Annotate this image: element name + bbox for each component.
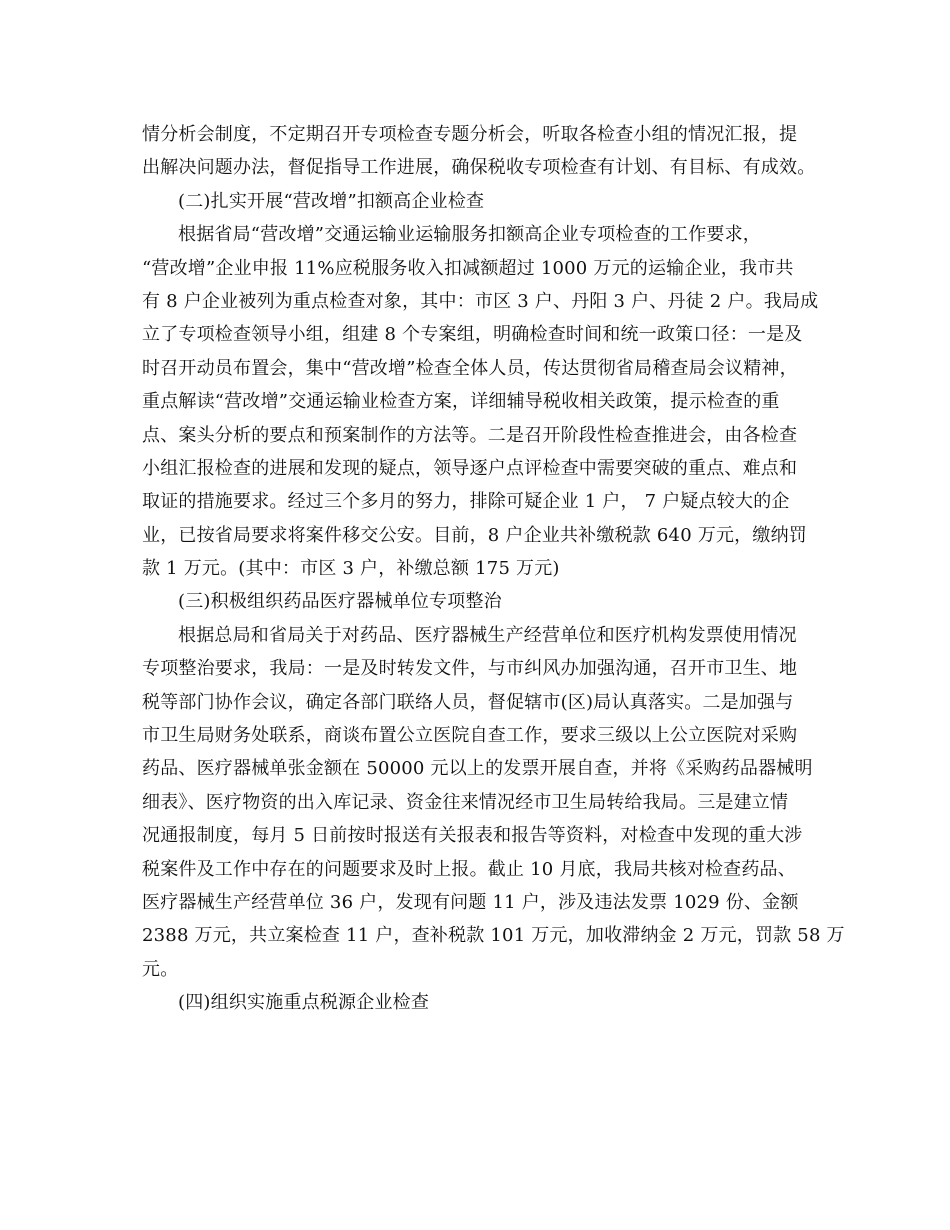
section-heading: (二)扎实开展“营改增”扣额高企业检查 xyxy=(178,190,485,212)
body-line: “营改增”企业申报 11%应税服务收入扣减额超过 1000 万元的运输企业，我市共 xyxy=(142,257,794,279)
body-line: 细表》、医疗物资的出入库记录、资金往来情况经市卫生局转给我局。三是建立情 xyxy=(142,791,789,813)
document-page xyxy=(142,118,845,1020)
body-line: 况通报制度，每月 5 日前按时报送有关报表和报告等资料，对检查中发现的重大涉 xyxy=(142,825,803,847)
body-line: 医疗器械生产经营单位 36 户，发现有问题 11 户，涉及违法发票 1029 份、金额 xyxy=(142,891,799,913)
body-line: 税案件及工作中存在的问题要求及时上报。截止 10 月底，我局共核对检查药品、 xyxy=(142,858,796,880)
body-line: 业，已按省局要求将案件移交公安。目前，8 户企业共补缴税款 640 万元，缴纳罚 xyxy=(142,524,807,546)
body-line: 重点解读“营改增”交通运输业检查方案，详细辅导税收相关政策，提示检查的重 xyxy=(142,391,780,413)
body-line: 元。 xyxy=(142,958,179,980)
body-line: 时召开动员布置会，集中“营改增”检查全体人员，传达贯彻省局稽查局会议精神， xyxy=(142,357,798,379)
body-line: 取证的措施要求。经过三个多月的努力，排除可疑企业 1 户， 7 户疑点较大的企 xyxy=(142,491,790,513)
body-line: 款 1 万元。(其中：市区 3 户，补缴总额 175 万元) xyxy=(142,558,560,580)
body-line: 情分析会制度，不定期召开专项检查专题分析会，听取各检查小组的情况汇报，提 xyxy=(142,124,798,145)
body-line: 税等部门协作会议，确定各部门联络人员，督促辖市(区)局认真落实。二是加强与 xyxy=(142,691,794,713)
section-heading: (三)积极组织药品医疗器械单位专项整治 xyxy=(178,591,502,613)
body-line: 有 8 户企业被列为重点检查对象，其中：市区 3 户、丹阳 3 户、丹徒 2 户。我局成 xyxy=(142,290,819,312)
body-line: 立了专项检查领导小组，组建 8 个专案组，明确检查时间和统一政策口径：一是及 xyxy=(142,324,803,346)
body-line: 出解决问题办法，督促指导工作进展，确保税收专项检查有计划、有目标、有成效。 xyxy=(142,157,816,179)
section-heading: (四)组织实施重点税源企业检查 xyxy=(178,992,430,1014)
body-line: 专项整治要求，我局：一是及时转发文件，与市纠风办加强沟通，召开市卫生、地 xyxy=(142,658,798,680)
body-line: 小组汇报检查的进展和发现的疑点，领导逐户点评检查中需要突破的重点、难点和 xyxy=(142,457,798,479)
body-line: 根据省局“营改增”交通运输业运输服务扣额高企业专项检查的工作要求， xyxy=(178,224,762,246)
body-line: 市卫生局财务处联系，商谈布置公立医院自查工作，要求三级以上公立医院对采购 xyxy=(142,725,798,747)
body-line: 点、案头分析的要点和预案制作的方法等。二是召开阶段性检查推进会，由各检查 xyxy=(142,424,798,446)
body-line: 药品、医疗器械单张金额在 50000 元以上的发票开展自查，并将《采购药品器械明 xyxy=(142,758,813,780)
body-line: 2388 万元，共立案检查 11 户，查补税款 101 万元，加收滞纳金 2 万元，罚款 58 万 xyxy=(142,925,845,947)
body-line: 根据总局和省局关于对药品、医疗器械生产经营单位和医疗机构发票使用情况 xyxy=(178,624,797,646)
